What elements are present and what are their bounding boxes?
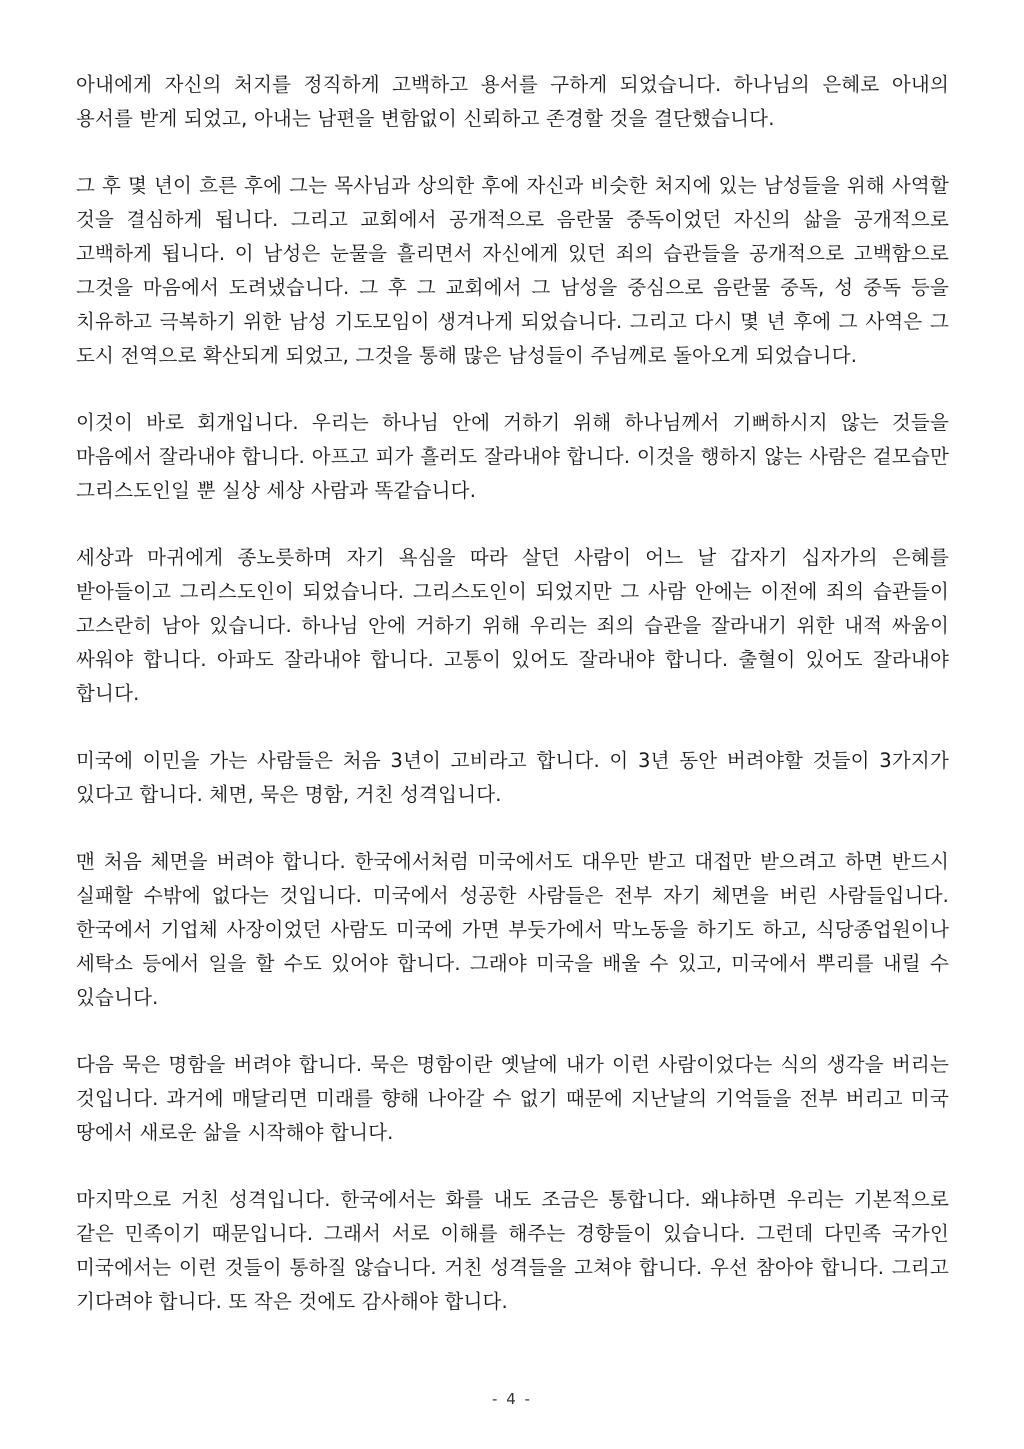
paragraph: 다음 묵은 명함을 버려야 합니다. 묵은 명함이란 옛날에 내가 이런 사람이었다는 식의 생각을 버리는 것입니다. 과거에 매달리면 미래를 향해 나아갈 수 없기 때문에 지난날의 기억들을 전부 버리고 미국 땅에서 새로운 삶을 시작해야 합니다.: [76, 1053, 949, 1144]
paragraph: 마지막으로 거친 성격입니다. 한국에서는 화를 내도 조금은 통합니다. 왜냐하면 우리는 기본적으로 같은 민족이기 때문입니다. 그래서 서로 이해를 해주는 경향들이 있습니다. 그런데 다민족 국가인 미국에서는 이런 것들이 통하질 않습니다. 거친 성격들을 고쳐야 합니다. 우선 참아야 합니다. 그리고 기다려야 합니다. 또 작은 것에도 감사해야 합니다.: [76, 1188, 949, 1313]
paragraph: 미국에 이민을 가는 사람들은 처음 3년이 고비라고 합니다. 이 3년 동안 버려야할 것들이 3가지가 있다고 합니다. 체면, 묵은 명함, 거친 성격입니다.: [76, 749, 949, 806]
paragraph: 그 후 몇 년이 흐른 후에 그는 목사님과 상의한 후에 자신과 비슷한 처지에 있는 남성들을 위해 사역할 것을 결심하게 됩니다. 그리고 교회에서 공개적으로 음란물 중독이었던 자신의 삶을 공개적으로 고백하게 됩니다. 이 남성은 눈물을 흘리면서 자신에게 있던 죄의 습관들을 공개적으로 고백함으로 그것을 마음에서 도려냈습니다. 그 후 그 교회에서 그 남성을 중심으로 음란물 중독, 성 중독 등을 치유하고 극복하기 위한 남성 기도모임이 생겨나게 되었습니다. 그리고 다시 몇 년 후에 그 사역은 그 도시 전역으로 확산되게 되었고, 그것을 통해 많은 남성들이 주님께로 돌아오게 되었습니다.: [76, 174, 949, 367]
paragraph: 세상과 마귀에게 종노릇하며 자기 욕심을 따라 살던 사람이 어느 날 갑자기 십자가의 은혜를 받아들이고 그리스도인이 되었습니다. 그리스도인이 되었지만 그 사람 안에는 이전에 죄의 습관들이 고스란히 남아 있습니다. 하나님 안에 거하기 위해 우리는 죄의 습관을 잘라내기 위한 내적 싸움이 싸워야 합니다. 아파도 잘라내야 합니다. 고통이 있어도 잘라내야 합니다. 출혈이 있어도 잘라내야 합니다.: [76, 546, 949, 705]
paragraph: 아내에게 자신의 처지를 정직하게 고백하고 용서를 구하게 되었습니다. 하나님의 은혜로 아내의 용서를 받게 되었고, 아내는 남편을 변함없이 신뢰하고 존경할 것을 결단했습니다.: [76, 73, 949, 130]
paragraph: 맨 처음 체면을 버려야 합니다. 한국에서처럼 미국에서도 대우만 받고 대접만 받으려고 하면 반드시 실패할 수밖에 없다는 것입니다. 미국에서 성공한 사람들은 전부 자기 체면을 버린 사람들입니다. 한국에서 기업체 사장이었던 사람도 미국에 가면 부둣가에서 막노동을 하기도 하고, 식당종업원이나 세탁소 등에서 일을 할 수도 있어야 합니다. 그래야 미국을 배울 수 있고, 미국에서 뿌리를 내릴 수 있습니다.: [76, 850, 949, 1009]
body-text: [76, 68, 949, 1352]
page-number: - 4 -: [492, 1390, 532, 1408]
paragraph: 이것이 바로 회개입니다. 우리는 하나님 안에 거하기 위해 하나님께서 기뻐하시지 않는 것들을 마음에서 잘라내야 합니다. 아프고 피가 흘러도 잘라내야 합니다. 이것을 행하지 않는 사람은 겉모습만 그리스도인일 뿐 실상 세상 사람과 똑같습니다.: [76, 411, 949, 502]
